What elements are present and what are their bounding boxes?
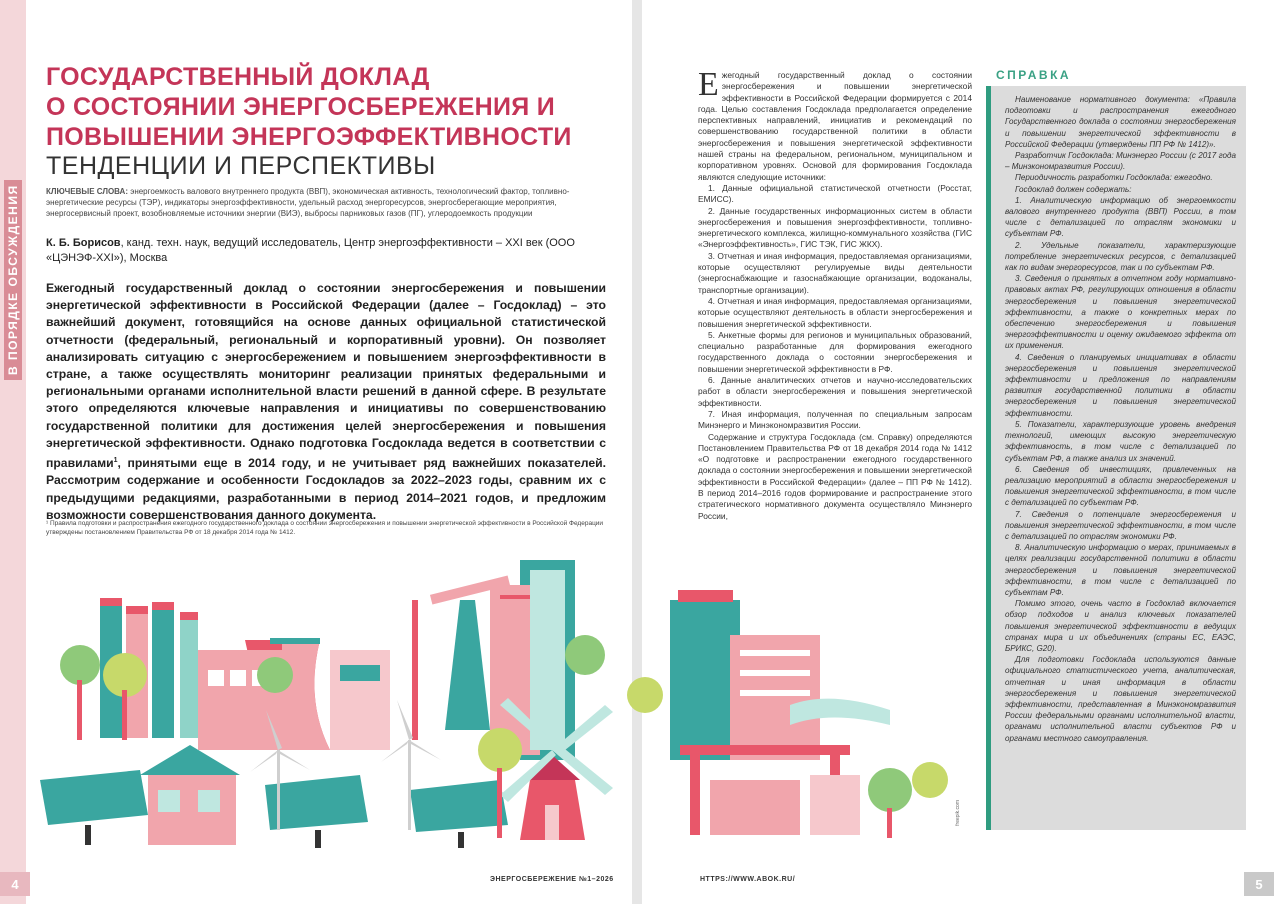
ref-item: 6. Сведения об инвестициях, привлеченных на реализацию мероприятий в области энергосбережения и повышения энергетической эффективности, в том числе с детализацией по субъектам РФ.: [1005, 464, 1236, 508]
article-title: [46, 62, 606, 152]
ref-item: Разработчик Госдоклада: Минэнерго России (с 2017 года – Минэкономразвития России).: [1005, 151, 1236, 172]
ref-item: 5. Показатели, характеризующие уровень внедрения технологий, имеющих высокую энергетическую эффективность, в том числе с детализацией по субъектам РФ, а также анализ их значений.: [1005, 419, 1236, 463]
ref-item: 7. Сведения о потенциале энергосбережения и повышения энергетической эффективности, в том числе с детализацией по отраслям экономики РФ.: [1005, 509, 1236, 541]
body-paragraph: 3. Отчетная и иная информация, предоставляемая организациями, которые осуществляют регулируемые виды деятельности (энергоснабжающие и газоснабжающие организации, водоканалы, транспортные организации).: [698, 250, 972, 295]
author-desc: , канд. техн. наук, ведущий исследователь, Центр энергоэффективности – XXI век (ООО «ЦЭНЭФ-XXI»), Москва: [46, 237, 575, 264]
footnote: ¹ Правила подготовки и распространения ежегодного государственного доклада о состоянии энергосбережения и повышении энергетической эффективности в Российской Федерации утверждены постановлением Правительства РФ от 18 декабря 2014 года № 1412.: [46, 520, 604, 536]
body-paragraph: 2. Данные государственных информационных систем в области энергосбережения и повышения энергоэффективности, топливно-энергетического комплекса, жилищно-коммунального хозяйства (ГИС «Энергоэффективность», ГИС ТЭК, ГИС ЖКХ).: [698, 205, 972, 250]
ref-item: Помимо этого, очень часто в Госдоклад включается обзор подходов и анализ ключевых показателей повышения энергетической эффективности в ведущих странах мира и их объединениях (страны ЕС, ЕАЭС, БРИКС, G20).: [1005, 599, 1236, 653]
author-info: [46, 236, 606, 266]
footnote-ref[interactable]: 1: [113, 457, 118, 465]
ref-item: Госдоклад должен содержать:: [1015, 184, 1132, 194]
ref-item: 1. Аналитическую информацию об энергоемкости валового внутреннего продукта (ВВП) России, в том числе с детализацией по отраслям экономики и субъектам РФ.: [1005, 195, 1236, 239]
body-paragraph: 1. Данные официальной статистической отчетности (Росстат, ЕМИСС).: [698, 182, 972, 205]
reference-box: [986, 86, 1246, 830]
lead-text-b: , принятыми еще в 2014 году, и не учитывает ряд важнейших показателей. Рассмотрим содержание и особенности Госдокладов за 2022–2023 годы, сравним их с предыдущими редакциями, разработанными в период 2014–2021 годов, и предложим возможности совершенствования данного документа.: [46, 456, 606, 522]
body-paragraph: 7. Иная информация, полученная по специальным запросам Минэнерго и Минэкономразвития России.: [698, 408, 972, 431]
body-paragraph: 6. Данные аналитических отчетов и научно-исследовательских работ в области энергосбережения и повышения энергетической эффективности.: [698, 375, 972, 408]
page-number-right: 5: [1244, 872, 1274, 896]
reference-box-title: СПРАВКА: [996, 68, 1072, 82]
ref-item: Для подготовки Госдоклада используются данные официального статистического учета, аналитическая, отчетная и иная информация в области энергосбережения и повышения энергетической эффективности, представленная в Минэкономразвития России федеральными органами исполнительной власти, органами исполнительной власти субъектов РФ и органами местного самоуправления.: [1005, 655, 1236, 743]
ref-item: 3. Сведения о принятых в отчетном году нормативно-правовых актах РФ, регулирующих отношения в области энергосбережения и повышения энергетической эффективности, а также о конкретных мерах по обеспечению энергосбережения и повышения энергоэффективности и оценку ожидаемого эффекта от их применения.: [1005, 274, 1236, 351]
drop-cap: Е: [698, 66, 719, 103]
keywords-label: КЛЮЧЕВЫЕ СЛОВА:: [46, 187, 128, 196]
title-line-2: О СОСТОЯНИИ ЭНЕРГОСБЕРЕЖЕНИЯ И: [46, 93, 556, 121]
article-subtitle: ТЕНДЕНЦИИ И ПЕРСПЕКТИВЫ: [46, 152, 436, 180]
ref-item: 4. Сведения о планируемых инициативах в области энергосбережения и повышения энергетической эффективности и предложения по направлениям развития государственной политики в области энергосбережения и повышения энергетической эффективности.: [1005, 352, 1236, 418]
ref-item: 2. Удельные показатели, характеризующие потребление энергетических ресурсов, с детализацией как по видам энергоресурсов, так и по субъектам РФ.: [1005, 240, 1236, 273]
green-energy-illustration: [30, 540, 980, 860]
author-name: К. Б. Борисов: [46, 237, 121, 249]
title-line-1: ГОСУДАРСТВЕННЫЙ ДОКЛАД: [46, 63, 430, 91]
rubric-strip: [0, 0, 26, 904]
running-head-left: ЭНЕРГОСБЕРЕЖЕНИЕ №1–2026: [490, 876, 614, 883]
running-head-right: HTTPS://WWW.ABOK.RU/: [700, 876, 796, 883]
body-paragraph: 4. Отчетная и иная информация, предоставляемая организациями, которые осуществляют деятельность в области энергосбережения и повышения энергетической эффективности.: [698, 295, 972, 329]
page-number-left: 4: [0, 872, 30, 896]
office-buildings: [670, 590, 820, 760]
house: [140, 745, 240, 845]
ref-item: 8. Аналитическую информацию о мерах, принимаемых в целях реализации государственной политики в области энергосбережения и повышения энергетической эффективности, в том числе с детализацией по субъектам РФ.: [1005, 543, 1236, 597]
lead-paragraph: [46, 280, 606, 524]
body-paragraph: Ежегодный государственный доклад о состоянии энергосбережения и повышении энергетической эффективности в Российской Федерации формируется с 2014 года. Целью составления Госдоклада предполагается определение перспективных направлений, инициатив и рекомендаций по совершенствованию государственной политики в области энергосбережения и повышения энергетической эффективности нашей страны на федеральном, региональном, муниципальном и корпоративном уровнях. Основой для формирования Госдоклада являются следующие источники:: [698, 66, 972, 182]
body-text-column: [698, 66, 972, 522]
keywords-text: энергоемкость валового внутреннего продукта (ВВП), экономическая активность, технологический фактор, топливно-энергетические ресурсы (ТЭР), индикаторы энергоэффективности, удельный расход энергоресурсов, энергосберегающие мероприятия, энергосервисный проект, возобновляемые источники энергии (ВИЭ), выбросы парниковых газов (ПГ), углеродоемкость продукции: [46, 187, 570, 218]
body-paragraph: 5. Анкетные формы для регионов и муниципальных образований, специально разработанные для формирования ежегодного государственного доклада о состоянии энергосбережения и повышении энергетической эффективности в РФ.: [698, 329, 972, 374]
image-credit: freepik.com: [955, 800, 961, 826]
ref-item: Периодичность разработки Госдоклада: ежегодно.: [1015, 173, 1213, 183]
lead-text-a: Ежегодный государственный доклад о состоянии энергосбережения и повышении энергетической эффективности в Российской Федерации (далее – Госдоклад) – это важнейший документ, готовящийся на основе данных официальной статистической отчетности (федеральный, региональный и корпоративный уровни). Он позволяет анализировать ситуацию с энергосбережением и повышением энергоэффективности в стране, а также осуществлять мониторинг реализации принятых федеральными и региональными органами исполнительной власти решений в данной сфере. В результате этого определяются ключевые направления и инициативы по совершенствованию государственной политики для достижения целей энергосбережения и повышения энергетической эффективности. Однако подготовка Госдоклада ведется в соответствии с правилами: [46, 281, 606, 471]
title-line-3: ПОВЫШЕНИИ ЭНЕРГОЭФФЕКТИВНОСТИ: [46, 123, 572, 151]
solar-panels: [40, 770, 508, 848]
keywords: [46, 186, 606, 219]
body-paragraph: Содержание и структура Госдоклада (см. Справку) определяются Постановлением Правительства РФ от 18 декабря 2014 года № 1412 «О подготовке и распространении ежегодного государственного доклада о состоянии энергосбережения и повышении энергетической эффективности в Российской Федерации» (далее – ПП РФ № 1412). В период 2014–2016 годов формирование и распространение этого стратегического нормативного документа осуществляло Минэнерго России,: [698, 431, 972, 521]
ref-item: Наименование нормативного документа: «Правила подготовки и распространения ежегодного Государственного доклада о состоянии энергосбережения и повышении энергетической эффективности в Российской Федерации (утверждены ПП РФ № 1412)».: [1005, 95, 1236, 149]
rubric-label: В ПОРЯДКЕ ОБСУЖДЕНИЯ: [4, 180, 22, 380]
